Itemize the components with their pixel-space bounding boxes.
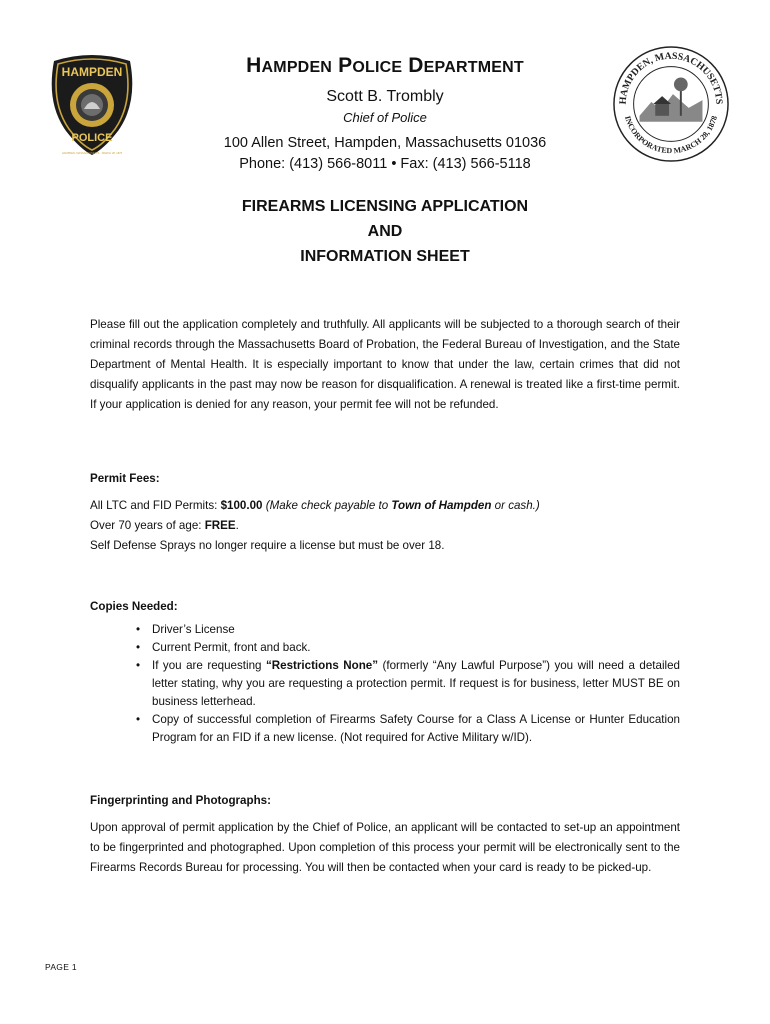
list-item: • Current Permit, front and back. xyxy=(152,639,680,657)
intro-section xyxy=(90,315,680,415)
sprays-line: Self Defense Sprays no longer require a license but must be over 18. xyxy=(90,539,445,552)
department-contact: Phone: (413) 566-8011 • Fax: (413) 566-5118 xyxy=(239,156,531,172)
fingerprinting-paragraph: Upon approval of permit application by the Chief of Police, an applicant will be contacted to set-up an appointment to be fingerprinted and photographed. Upon completion of this process your permit will be electronically sent to the Firearms Records Bureau for processing. You will then be contacted when your card is ready to be picked-up. xyxy=(90,821,680,874)
svg-text:HAMPDEN, MASSACHUSETTS: HAMPDEN, MASSACHUSETTS xyxy=(617,50,725,105)
department-address: 100 Allen Street, Hampden, Massachusetts 01036 xyxy=(223,135,547,151)
permit-fees-heading: Permit Fees: xyxy=(90,472,160,485)
chief-title: Chief of Police xyxy=(343,110,427,125)
department-name: HAMPDEN POLICE DEPARTMENT xyxy=(246,54,524,77)
list-item: • Driver’s License xyxy=(152,621,680,639)
permit-fees-section xyxy=(90,472,680,556)
copies-list xyxy=(90,621,680,747)
list-item: • Copy of successful completion of Firearms Safety Course for a Class A License or Hunter Education Program for an FID if a new license. (Not required for Active Military w/ID). xyxy=(152,711,680,747)
fingerprinting-section xyxy=(90,794,680,878)
svg-text:INCORPORATED MARCH 28, 1878: INCORPORATED MARCH 28, 1878 xyxy=(623,114,719,156)
copies-needed-section xyxy=(90,600,680,747)
list-item: • If you are requesting “Restrictions None” (formerly “Any Lawful Purpose”) you will need a detailed letter stating, why you are requesting a protection permit. If request is for business, letter MUST BE on business letterhead. xyxy=(152,657,680,711)
copies-needed-heading: Copies Needed: xyxy=(90,600,178,613)
ltc-fee-line: All LTC and FID Permits: $100.00 (Make check payable to Town of Hampden or cash.) xyxy=(90,499,540,512)
page-number: PAGE 1 xyxy=(45,962,77,972)
document-title: FIREARMS LICENSING APPLICATION AND INFORMATION SHEET xyxy=(241,198,529,265)
letterhead xyxy=(0,50,770,172)
over70-fee-line: Over 70 years of age: FREE. xyxy=(90,519,239,532)
fingerprinting-heading: Fingerprinting and Photographs: xyxy=(90,794,271,807)
intro-paragraph: Please fill out the application completely and truthfully. All applicants will be subjected to a thorough search of their criminal records through the Massachusetts Board of Probation, the Federal Bureau of Investigation, and the State Department of Mental Health. It is especially important to know that under the law, certain crimes that did not disqualify applicants in the past may now be reason for disqualification. A renewal is treated like a first-time permit. If your application is denied for any reason, your permit fee will not be refunded. xyxy=(90,318,680,411)
chief-name: Scott B. Trombly xyxy=(326,88,444,105)
svg-text:POLICE: POLICE xyxy=(71,132,113,144)
badge-ring-text: HAMPDEN, MASSACHUSETTS · MARCH 28, 1878 xyxy=(61,152,123,155)
svg-text:HAMPDEN: HAMPDEN xyxy=(61,65,123,79)
